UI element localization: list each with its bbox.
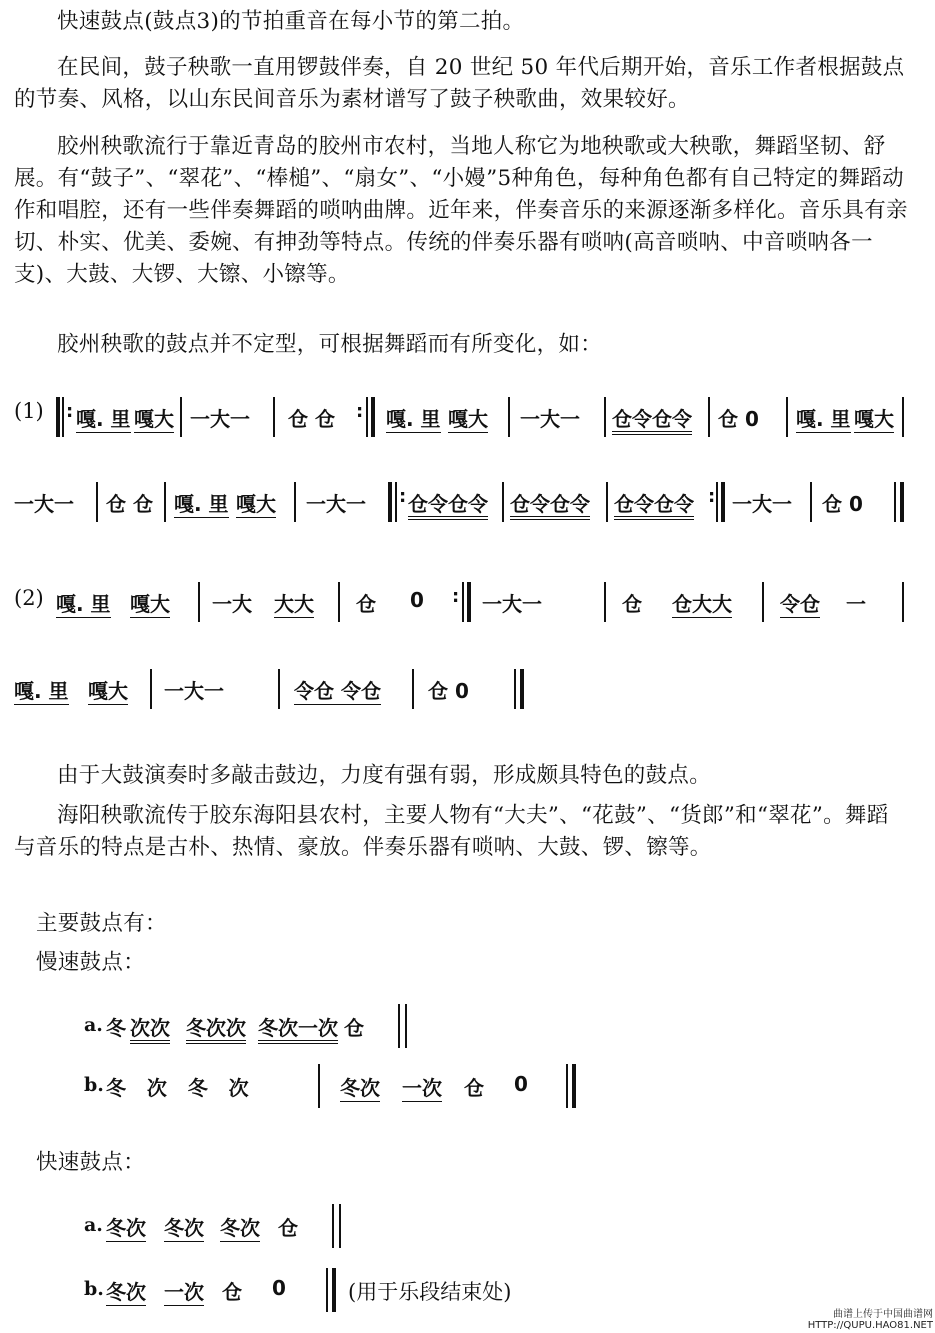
beat-yi-da-yi: 一大一	[164, 679, 224, 703]
barline	[62, 397, 64, 437]
beat-yi-da-yi: 一大一	[732, 492, 792, 516]
beat-cang: 仓	[278, 1216, 298, 1240]
beat-zero: 0	[410, 588, 424, 612]
repeat-dots: :	[66, 401, 74, 422]
final-barline	[520, 669, 524, 709]
repeat-barline	[467, 582, 471, 622]
repeat-dots: :	[399, 486, 407, 507]
final-barline	[398, 1004, 400, 1048]
barline	[514, 669, 516, 709]
beat-ga-li: 嘎. 里	[174, 492, 229, 516]
beat-cang-zero: 仓 0	[822, 492, 863, 516]
end-usage-note: (用于乐段结束处)	[348, 1280, 512, 1304]
beat-dong-ci: 冬次	[220, 1216, 260, 1240]
beat-ga-li: 嘎. 里	[14, 679, 69, 703]
beat-cang-ling: 仓令仓令	[408, 488, 488, 517]
paragraph-jiaozhou-yangge: 胶州秧歌流行于靠近青岛的胶州市农村，当地人称它为地秧歌或大秧歌，舞蹈坚韧、舒展。有“鼓子”、“翠花”、“棒槌”、“扇女”、“小嫚”5种角色，每种角色都有自己特定的舞蹈动作和唱腔，还有一些伴奏舞蹈的唢呐曲牌。近年来，伴奏音乐的来源逐渐多样化。音乐具有亲切、朴实、优美、委婉、有抻劲等特点。传统的伴奏乐器有唢呐(高音唢呐、中音唢呐各一支)、大鼓、大锣、大镲、小镲等。	[14, 134, 908, 287]
final-barline	[332, 1204, 334, 1248]
barline	[902, 397, 904, 437]
beat-ga-li: 嘎. 里	[76, 407, 131, 431]
barline	[462, 582, 464, 622]
example-label: (2)	[14, 586, 44, 610]
notation-ex1-line2	[0, 480, 935, 524]
beat-cang: 仓	[622, 592, 642, 616]
pattern-label: a.	[84, 1214, 103, 1236]
watermark-line-2: HTTP://QUPU.HAO81.NET	[807, 1320, 933, 1331]
paragraph-jiaozhou-drum-intro: 胶州秧歌的鼓点并不定型，可根据舞蹈而有所变化，如：	[57, 332, 603, 357]
beat-cang-zero: 仓 0	[718, 407, 759, 431]
watermark-line-1: 曲谱上传于中国曲谱网	[833, 1309, 933, 1320]
barline	[762, 582, 764, 622]
beat-cang-ling: 仓令仓令	[510, 488, 590, 517]
beat-ga-li: 嘎. 里	[796, 407, 851, 431]
notation-ex2-line2	[0, 667, 935, 711]
barline	[338, 582, 340, 622]
beat-ga-da: 嘎大	[854, 407, 894, 431]
final-barline	[405, 1004, 407, 1048]
slow-pattern-a	[0, 1004, 935, 1048]
pattern-label: b.	[84, 1074, 104, 1096]
beat-cang-ling: 仓令仓令	[614, 488, 694, 517]
beat-cang-cang: 仓 仓	[288, 407, 335, 431]
beat-dong-ci: 冬次	[340, 1076, 380, 1100]
barline	[502, 482, 504, 522]
barline	[810, 482, 812, 522]
heading-fast-drum: 快速鼓点：	[36, 1150, 146, 1175]
beat-dong-ci: 冬次	[106, 1280, 146, 1304]
barline	[198, 582, 200, 622]
pattern-label: b.	[84, 1278, 104, 1300]
beat-cang-zero: 仓 0	[428, 679, 469, 703]
beat-ling-cang: 令仓	[780, 592, 820, 616]
notation-ex2-line1	[0, 580, 935, 624]
heading-main-drum-patterns: 主要鼓点有：	[36, 911, 167, 936]
beat-ga-da: 嘎大	[134, 407, 174, 431]
beat-zero: 0	[272, 1276, 286, 1300]
paragraph-haiyang-yangge: 海阳秧歌流传于胶东海阳县农村，主要人物有“大夫”、“花鼓”、“货郎”和“翠花”。舞蹈与音乐的特点是古朴、热情、豪放。伴奏乐器有唢呐、大鼓、锣、镲等。	[14, 803, 889, 860]
barline	[604, 397, 606, 437]
final-barline	[572, 1064, 576, 1108]
beat-dong-ci-yi-ci: 冬次一次	[258, 1012, 338, 1041]
barline	[278, 669, 280, 709]
pattern-label: a.	[84, 1014, 103, 1036]
beat-ga-da: 嘎大	[130, 592, 170, 616]
beat-cang-da-da: 仓大大	[672, 592, 732, 616]
beat-yi-da-yi: 一大一	[520, 407, 580, 431]
barline	[412, 669, 414, 709]
beat-yi-da-yi: 一大一	[190, 407, 250, 431]
example-label: (1)	[14, 399, 44, 423]
heading-slow-drum: 慢速鼓点：	[36, 950, 146, 975]
slow-pattern-b	[0, 1064, 935, 1108]
barline	[708, 397, 710, 437]
barline	[786, 397, 788, 437]
site-watermark	[795, 1309, 933, 1331]
beat-yi-da-yi: 一大一	[482, 592, 542, 616]
beat-yi-ci: 一次	[164, 1280, 204, 1304]
beat-cang: 仓	[356, 592, 376, 616]
beat-da-da: 大大	[274, 592, 314, 616]
barline	[294, 482, 296, 522]
beat-dong: 冬	[106, 1016, 126, 1040]
beat-cang: 仓	[222, 1280, 242, 1304]
beat-cang-cang: 仓 仓	[106, 492, 153, 516]
barline	[604, 582, 606, 622]
beat-cang: 仓	[344, 1016, 364, 1040]
notation-ex1-line1	[0, 395, 935, 439]
barline	[395, 482, 397, 522]
barline	[164, 482, 166, 522]
beat-ga-da: 嘎大	[448, 407, 488, 431]
beat-yi-ci: 一次	[402, 1076, 442, 1100]
beat-dong-ci: 冬次	[106, 1216, 146, 1240]
repeat-dots: :	[452, 586, 460, 607]
repeat-dots: :	[708, 486, 716, 507]
paragraph-fast-drum-accent: 快速鼓点(鼓点3)的节拍重音在每小节的第二拍。	[57, 9, 525, 34]
barline	[508, 397, 510, 437]
final-barline	[339, 1204, 341, 1248]
final-barline	[326, 1268, 328, 1312]
paragraph-folk-gong-drum: 在民间，鼓子秧歌一直用锣鼓伴奏，自 20 世纪 50 年代后期开始，音乐工作者根据鼓点的节奏、风格，以山东民间音乐为素材谱写了鼓子秧歌曲，效果较好。	[14, 55, 905, 112]
repeat-barline	[721, 482, 725, 522]
barline	[606, 482, 608, 522]
beat-cang: 仓	[464, 1076, 484, 1100]
barline	[150, 669, 152, 709]
repeat-barline	[388, 482, 392, 522]
final-barline	[566, 1064, 568, 1108]
beat-zero: 0	[514, 1072, 528, 1096]
beat-dong-ci: 冬次	[164, 1216, 204, 1240]
beat-yi-da: 一大	[212, 592, 252, 616]
repeat-dots: :	[356, 401, 364, 422]
beat-yi-da-yi: 一大一	[306, 492, 366, 516]
beat-ga-da: 嘎大	[88, 679, 128, 703]
paragraph-big-drum-edge: 由于大鼓演奏时多敲击鼓边，力度有强有弱，形成颇具特色的鼓点。	[57, 763, 712, 788]
beat-cici: 次次	[130, 1012, 170, 1041]
beat-yi-da-yi: 一大一	[14, 492, 74, 516]
fast-pattern-a	[0, 1204, 935, 1248]
barline	[716, 482, 718, 522]
beat-ga-li: 嘎. 里	[386, 407, 441, 431]
barline	[902, 582, 904, 622]
barline	[318, 1064, 320, 1108]
beat-dong-ci-dong-ci: 冬 次 冬 次	[106, 1076, 249, 1100]
fast-pattern-b	[0, 1268, 935, 1312]
barline	[894, 482, 896, 522]
beat-ga-li: 嘎. 里	[56, 592, 111, 616]
repeat-barline	[56, 397, 60, 437]
repeat-barline	[371, 397, 375, 437]
barline	[273, 397, 275, 437]
beat-ling-cang-pair: 令仓 令仓	[294, 679, 381, 703]
final-barline	[900, 482, 904, 522]
beat-dong-cici: 冬次次	[186, 1012, 246, 1041]
beat-ga-da: 嘎大	[236, 492, 276, 516]
beat-dash: 一	[846, 592, 866, 616]
barline	[180, 397, 182, 437]
final-barline	[332, 1268, 336, 1312]
barline	[366, 397, 368, 437]
beat-cang-ling: 仓令仓令	[612, 403, 692, 432]
barline	[96, 482, 98, 522]
